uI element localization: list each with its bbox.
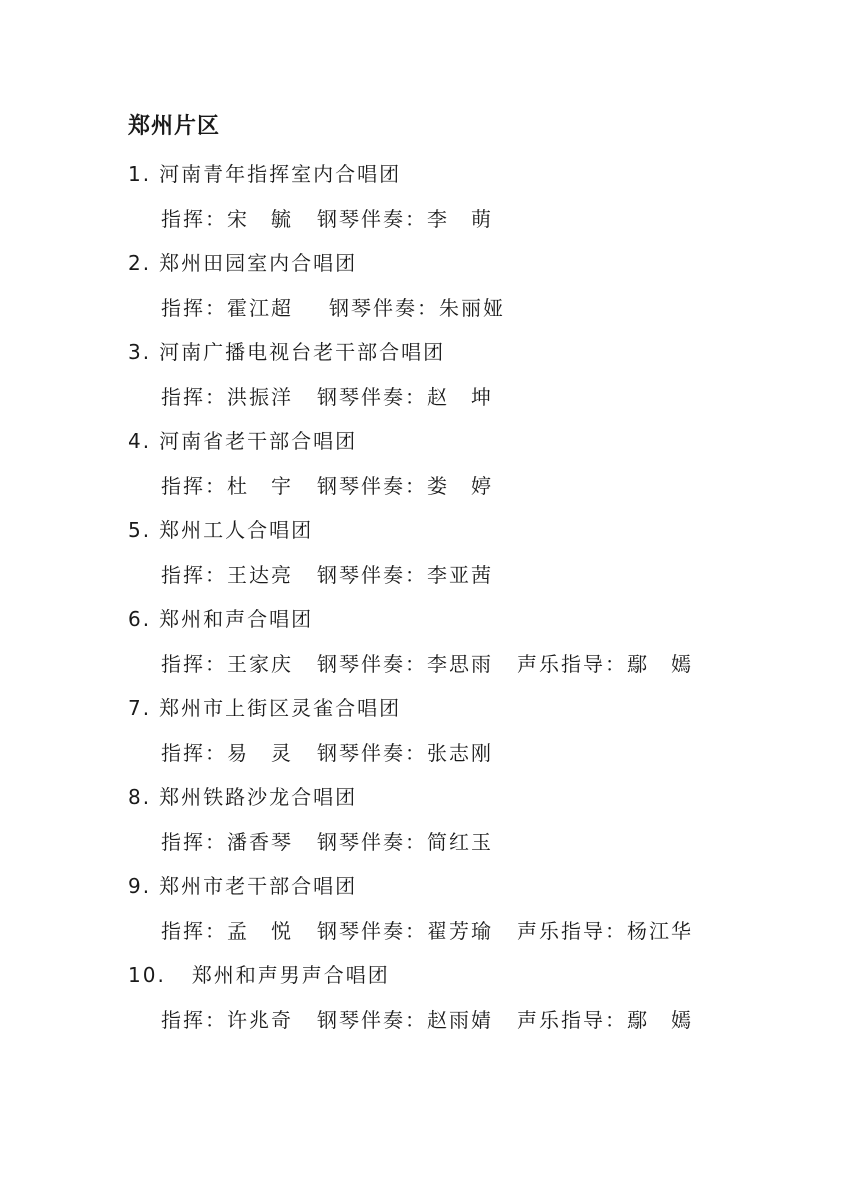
credits-line <box>161 203 493 232</box>
credits-line <box>161 292 505 321</box>
item-number: 9. <box>128 874 152 898</box>
pianist: 钢琴伴奏：简红玉 <box>317 830 493 854</box>
choir-name: 郑州和声合唱团 <box>159 607 314 631</box>
credits-line <box>161 648 693 677</box>
section-title: 郑州片区 <box>128 114 221 139</box>
pianist: 钢琴伴奏：娄 婷 <box>317 474 493 498</box>
item-number: 1. <box>128 162 152 186</box>
choir-title <box>128 158 401 187</box>
item-number: 2. <box>128 251 152 275</box>
credits-line <box>161 915 693 944</box>
choir-title <box>128 425 357 454</box>
conductor: 指挥：潘香琴 <box>161 830 293 854</box>
pianist: 钢琴伴奏：李思雨 <box>317 652 493 676</box>
credits-line <box>161 559 493 588</box>
item-number: 4. <box>128 429 152 453</box>
item-number: 6. <box>128 607 152 631</box>
choir-name: 郑州工人合唱团 <box>159 518 314 542</box>
choir-name: 郑州铁路沙龙合唱团 <box>159 785 358 809</box>
pianist: 钢琴伴奏：赵 坤 <box>317 385 493 409</box>
item-number: 10. <box>128 963 166 987</box>
choir-title <box>128 959 390 988</box>
credits-line <box>161 737 493 766</box>
conductor: 指挥：杜 宇 <box>161 474 293 498</box>
conductor: 指挥：霍江超 <box>161 296 293 320</box>
item-number: 3. <box>128 340 152 364</box>
conductor: 指挥：孟 悦 <box>161 919 293 943</box>
credits-line <box>161 826 493 855</box>
item-number: 8. <box>128 785 152 809</box>
pianist: 钢琴伴奏：赵雨婧 <box>317 1008 493 1032</box>
conductor: 指挥：宋 毓 <box>161 207 293 231</box>
choir-name: 河南广播电视台老干部合唱团 <box>159 340 446 364</box>
pianist: 钢琴伴奏：李 萌 <box>317 207 493 231</box>
choir-title <box>128 692 401 721</box>
choir-name: 河南省老干部合唱团 <box>159 429 358 453</box>
pianist: 钢琴伴奏：张志刚 <box>317 741 493 765</box>
item-number: 7. <box>128 696 152 720</box>
choir-name: 郑州市老干部合唱团 <box>159 874 358 898</box>
conductor: 指挥：洪振洋 <box>161 385 293 409</box>
choir-title <box>128 336 445 365</box>
credits-line <box>161 1004 693 1033</box>
choir-title <box>128 247 357 276</box>
pianist: 钢琴伴奏：朱丽娅 <box>329 296 505 320</box>
pianist: 钢琴伴奏：李亚茜 <box>317 563 493 587</box>
choir-title <box>128 603 313 632</box>
choir-title <box>128 870 357 899</box>
choir-title <box>128 781 357 810</box>
credits-line <box>161 470 493 499</box>
choir-name: 河南青年指挥室内合唱团 <box>159 162 402 186</box>
choir-name: 郑州田园室内合唱团 <box>159 251 358 275</box>
choir-name: 郑州和声男声合唱团 <box>191 963 390 987</box>
vocal-coach: 声乐指导：鄢 嫣 <box>517 1008 693 1032</box>
choir-name: 郑州市上街区灵雀合唱团 <box>159 696 402 720</box>
conductor: 指挥：易 灵 <box>161 741 293 765</box>
conductor: 指挥：王达亮 <box>161 563 293 587</box>
vocal-coach: 声乐指导：鄢 嫣 <box>517 652 693 676</box>
pianist: 钢琴伴奏：翟芳瑜 <box>317 919 493 943</box>
credits-line <box>161 381 493 410</box>
conductor: 指挥：许兆奇 <box>161 1008 293 1032</box>
vocal-coach: 声乐指导：杨江华 <box>517 919 693 943</box>
item-number: 5. <box>128 518 152 542</box>
conductor: 指挥：王家庆 <box>161 652 293 676</box>
choir-title <box>128 514 313 543</box>
